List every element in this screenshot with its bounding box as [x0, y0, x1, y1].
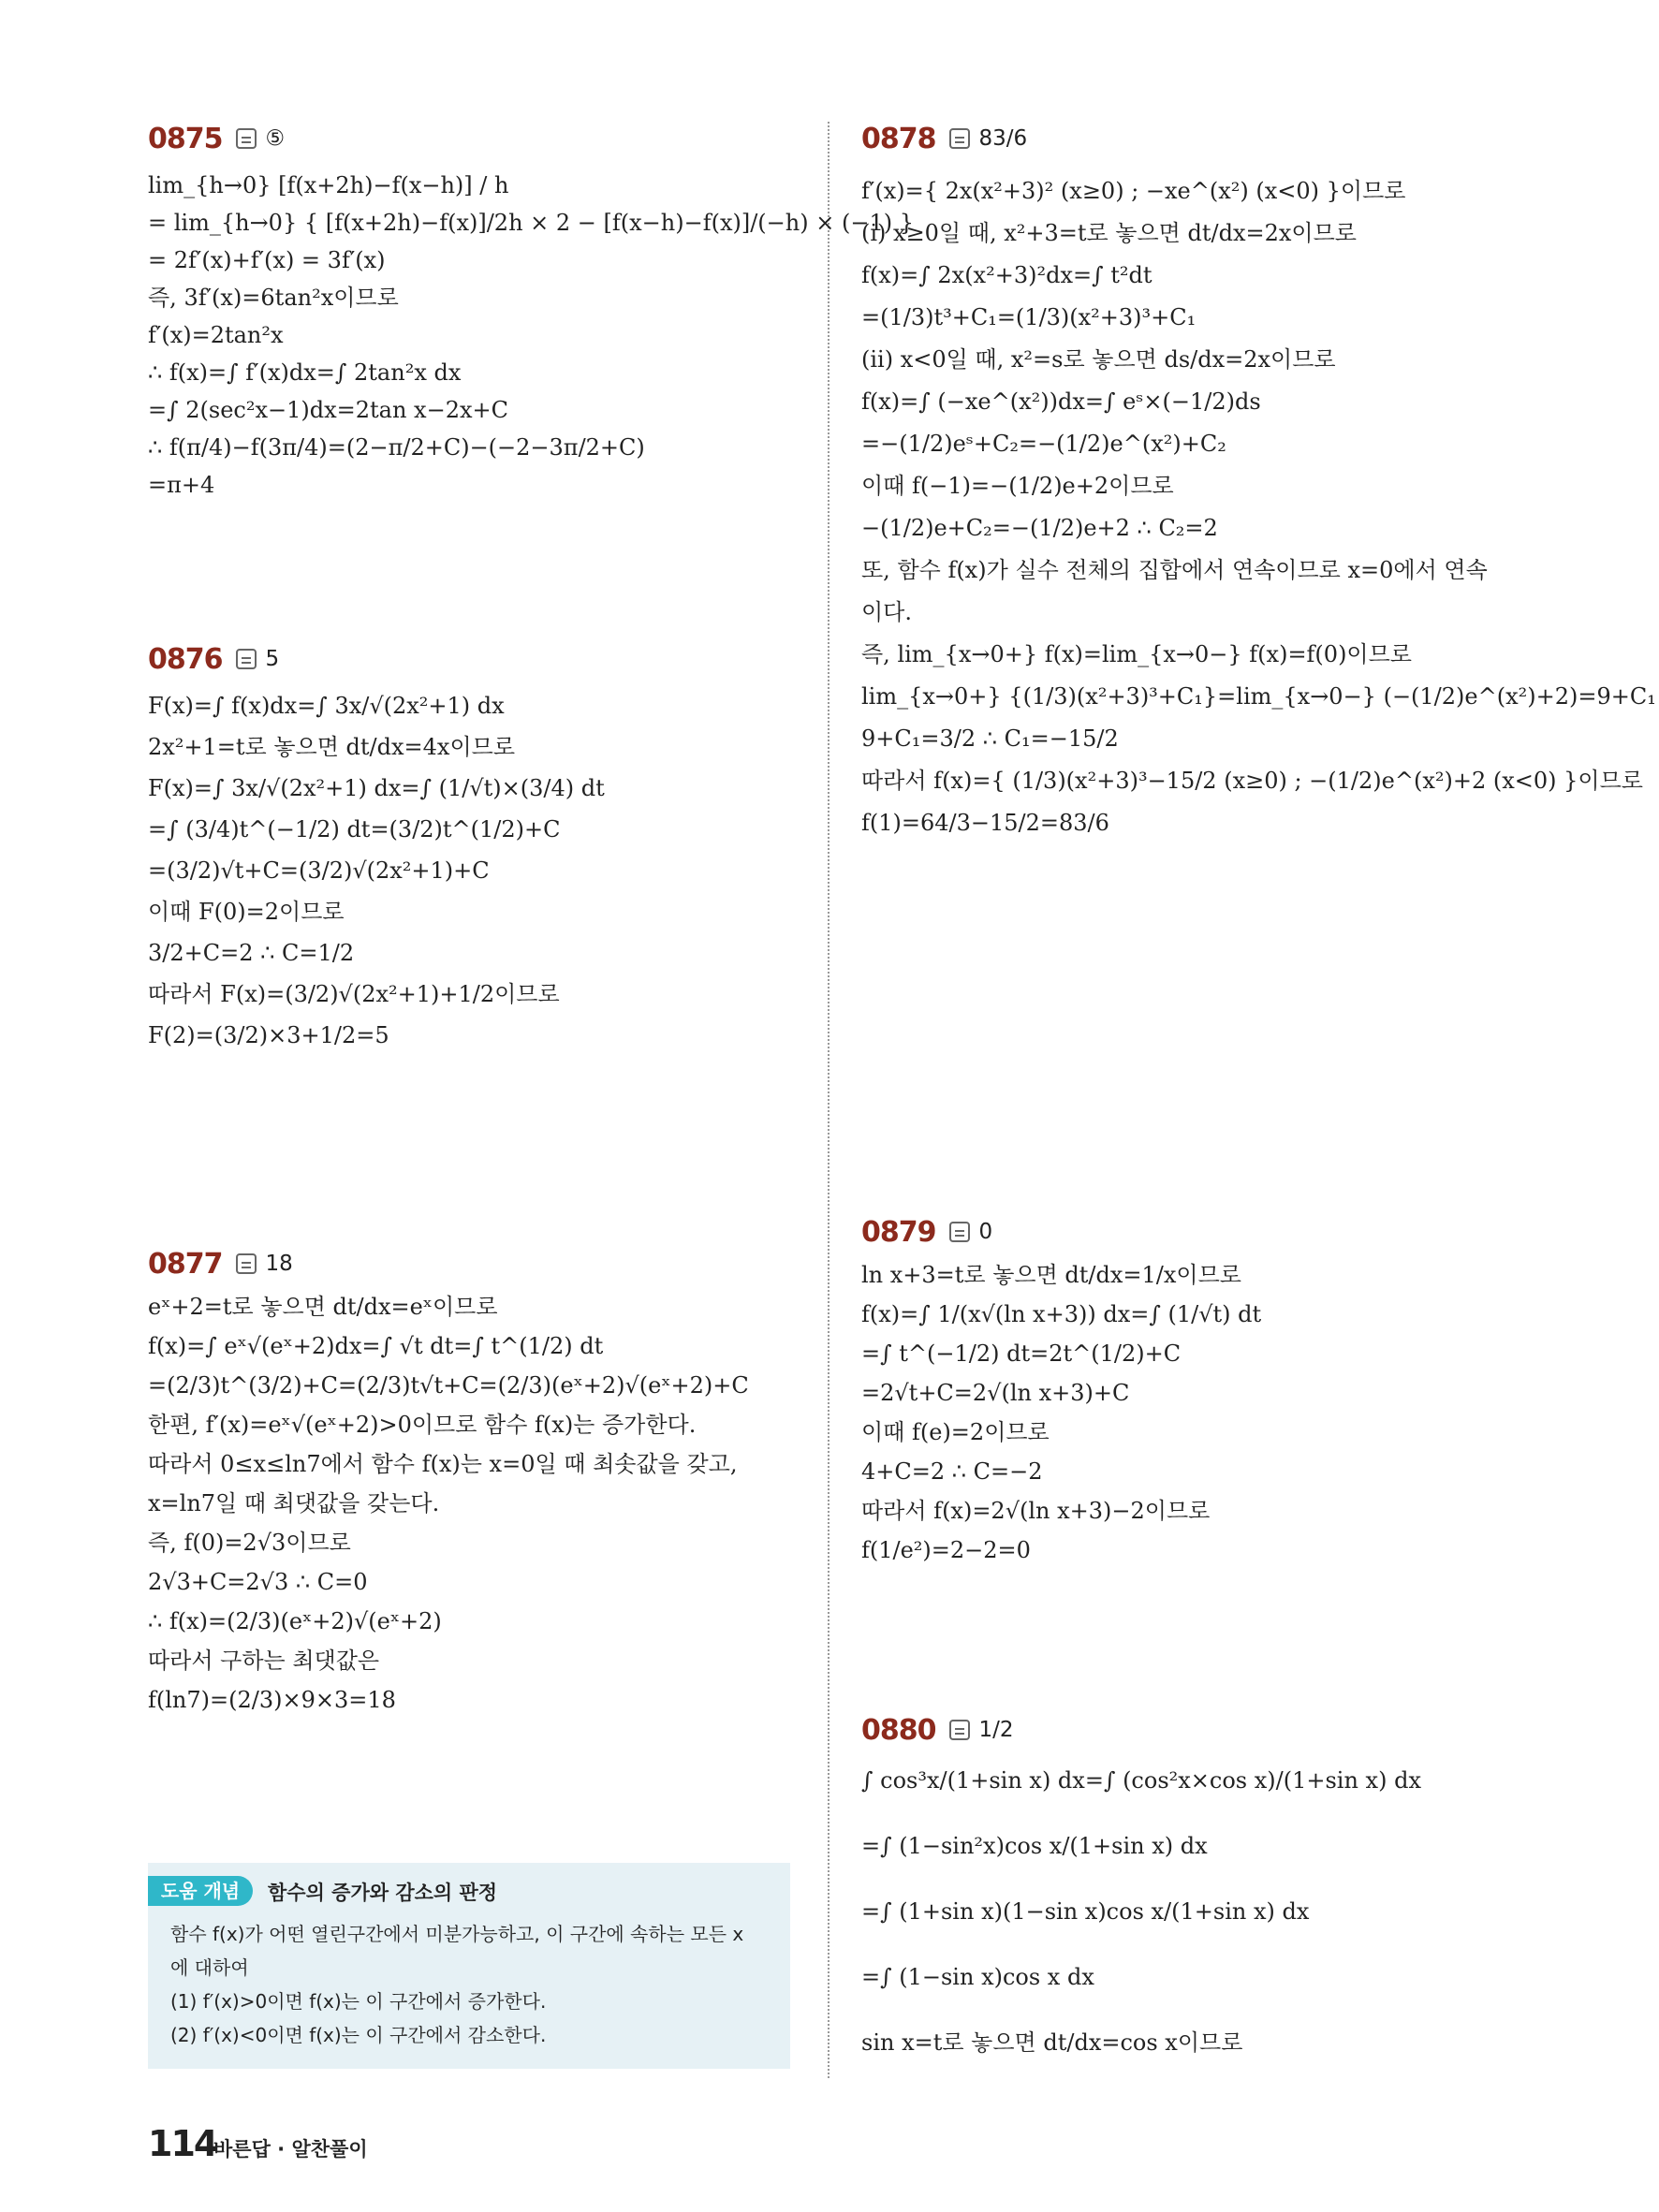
concept-tag: 도움 개념	[148, 1876, 253, 1906]
solution-line: 9+C₁=3/2 ∴ C₁=−15/2	[861, 725, 1119, 752]
solution-line: (ii) x<0일 때, x²=s로 놓으면 ds/dx=2x이므로	[861, 346, 1336, 373]
solution-line: =∫ 2(sec²x−1)dx=2tan x−2x+C	[148, 397, 508, 423]
solution-line: eˣ+2=t로 놓으면 dt/dx=eˣ이므로	[148, 1294, 498, 1320]
answer-icon	[236, 128, 257, 149]
solution-line: =2√t+C=2√(ln x+3)+C	[861, 1380, 1130, 1406]
answer: 1/2	[978, 1718, 1014, 1742]
problem-header	[148, 633, 279, 685]
problem-number: 0875	[148, 122, 223, 155]
solution-line: F(x)=∫ 3x/√(2x²+1) dx=∫ (1/√t)×(3/4) dt	[148, 775, 605, 801]
problem-number: 0876	[148, 642, 223, 676]
concept-title: 함수의 증가와 감소의 판정	[268, 1882, 498, 1904]
answer: 18	[265, 1252, 293, 1276]
solution-line: x=ln7일 때 최댓값을 갖는다.	[148, 1490, 440, 1516]
answer: 5	[265, 647, 280, 671]
problem-number: 0879	[861, 1215, 936, 1249]
problem-number: 0880	[861, 1713, 936, 1747]
problem-header	[148, 1238, 293, 1290]
answer-icon	[236, 1253, 257, 1274]
concept-line: 에 대하여	[170, 1956, 249, 1979]
problem-0877	[148, 1238, 749, 1713]
solution-line: 따라서 F(x)=(3/2)√(2x²+1)+1/2이므로	[148, 981, 560, 1007]
solution-line: =(1/3)t³+C₁=(1/3)(x²+3)³+C₁	[861, 304, 1197, 330]
solution-line: f(1)=64/3−15/2=83/6	[861, 810, 1109, 836]
solution-line: =∫ (1−sin²x)cos x/(1+sin x) dx	[861, 1833, 1208, 1859]
problem-0876	[148, 633, 605, 1048]
solution-line: =−(1/2)eˢ+C₂=−(1/2)e^(x²)+C₂	[861, 431, 1226, 457]
answer-icon	[236, 649, 257, 669]
solution-line: 또, 함수 f(x)가 실수 전체의 집합에서 연속이므로 x=0에서 연속	[861, 557, 1488, 583]
solution-line: 따라서 구하는 최댓값은	[148, 1648, 380, 1674]
solution-line: −(1/2)e+C₂=−(1/2)e+2 ∴ C₂=2	[861, 515, 1218, 541]
problem-number: 0877	[148, 1247, 223, 1281]
answer-icon	[949, 128, 970, 149]
solution-line: ∫ cos³x/(1+sin x) dx=∫ (cos²x×cos x)/(1+sin x) dx	[861, 1767, 1421, 1794]
problem-0879	[861, 1206, 1262, 1563]
solution-line: ∴ f(x)=(2/3)(eˣ+2)√(eˣ+2)	[148, 1608, 442, 1634]
solution-line: 3/2+C=2 ∴ C=1/2	[148, 940, 355, 966]
problem-header	[861, 112, 1027, 165]
solution-line: lim_{h→0} [f(x+2h)−f(x−h)] / h	[148, 172, 509, 198]
solution-line: f(1/e²)=2−2=0	[861, 1537, 1031, 1563]
solution-line: 즉, f(0)=2√3이므로	[148, 1530, 351, 1556]
solution-line: =∫ (1−sin x)cos x dx	[861, 1964, 1094, 1990]
solution-line: 즉, lim_{x→0+} f(x)=lim_{x→0−} f(x)=f(0)이므로	[861, 641, 1412, 667]
solution-line: F(x)=∫ f(x)dx=∫ 3x/√(2x²+1) dx	[148, 693, 505, 719]
solution-line: 이때 f(−1)=−(1/2)e+2이므로	[861, 473, 1174, 499]
problem-0878	[861, 112, 1656, 836]
solution-line: =∫ t^(−1/2) dt=2t^(1/2)+C	[861, 1340, 1182, 1367]
solution-line: (i) x≥0일 때, x²+3=t로 놓으면 dt/dx=2x이므로	[861, 220, 1357, 246]
solution-line: sin x=t로 놓으면 dt/dx=cos x이므로	[861, 2029, 1243, 2056]
solution-line: =(2/3)t^(3/2)+C=(2/3)t√t+C=(2/3)(eˣ+2)√(eˣ+2)+C	[148, 1372, 749, 1399]
solution-line: 따라서 0≤x≤ln7에서 함수 f(x)는 x=0일 때 최솟값을 갖고,	[148, 1451, 738, 1477]
concept-line: 함수 f(x)가 어떤 열린구간에서 미분가능하고, 이 구간에 속하는 모든 x	[170, 1923, 744, 1945]
solution-line: 한편, f′(x)=eˣ√(eˣ+2)>0이므로 함수 f(x)는 증가한다.	[148, 1412, 697, 1438]
solution-line: ∴ f(π/4)−f(3π/4)=(2−π/2+C)−(−2−3π/2+C)	[148, 434, 645, 461]
solution-line: 2√3+C=2√3 ∴ C=0	[148, 1569, 368, 1595]
page-number: 114	[148, 2123, 217, 2164]
solution-line: f′(x)={ 2x(x²+3)² (x≥0) ; −xe^(x²) (x<0) }이므로	[861, 178, 1406, 204]
solution-line: = 2f′(x)+f′(x) = 3f′(x)	[148, 247, 386, 273]
solution-line: lim_{x→0+} {(1/3)(x²+3)³+C₁}=lim_{x→0−} (−(1/2)e^(x²)+2)=9+C₁	[861, 683, 1656, 710]
solution-line: f(x)=∫ eˣ√(eˣ+2)dx=∫ √t dt=∫ t^(1/2) dt	[148, 1333, 604, 1359]
solution-line: F(2)=(3/2)×3+1/2=5	[148, 1022, 389, 1048]
footer-title: 바른답 · 알찬풀이	[213, 2138, 368, 2161]
solution-line: 따라서 f(x)={ (1/3)(x²+3)³−15/2 (x≥0) ; −(1/2)e^(x²)+2 (x<0) }이므로	[861, 768, 1643, 794]
solution-line: =(3/2)√t+C=(3/2)√(2x²+1)+C	[148, 857, 490, 884]
solution-line: =π+4	[148, 472, 215, 498]
solution-line: 이다.	[861, 599, 912, 625]
solution-line: f(x)=∫ 2x(x²+3)²dx=∫ t²dt	[861, 262, 1152, 288]
answer: ⑤	[265, 126, 286, 151]
answer: 0	[978, 1220, 993, 1244]
problem-header	[861, 1704, 1014, 1756]
solution-line: ln x+3=t로 놓으면 dt/dx=1/x이므로	[861, 1262, 1241, 1288]
solution-line: 따라서 f(x)=2√(ln x+3)−2이므로	[861, 1498, 1211, 1524]
solution-line: f(x)=∫ (−xe^(x²))dx=∫ eˢ×(−1/2)ds	[861, 388, 1261, 415]
solution-line: =∫ (3/4)t^(−1/2) dt=(3/2)t^(1/2)+C	[148, 816, 561, 842]
answer-icon	[949, 1720, 970, 1740]
solution-line: f(x)=∫ 1/(x√(ln x+3)) dx=∫ (1/√t) dt	[861, 1301, 1262, 1327]
problem-header	[148, 112, 285, 165]
solution-line: 이때 f(e)=2이므로	[861, 1419, 1050, 1445]
solution-line: =∫ (1+sin x)(1−sin x)cos x/(1+sin x) dx	[861, 1898, 1310, 1925]
solution-line: f′(x)=2tan²x	[148, 322, 284, 348]
problem-0880	[861, 1704, 1421, 2056]
problem-header	[861, 1206, 992, 1258]
concept-line: (1) f′(x)>0이면 f(x)는 이 구간에서 증가한다.	[170, 1990, 547, 2013]
column-divider	[828, 122, 830, 2078]
answer-icon	[949, 1222, 970, 1242]
solution-line: 2x²+1=t로 놓으면 dt/dx=4x이므로	[148, 734, 516, 760]
answer: 83/6	[978, 126, 1028, 151]
solution-line: 4+C=2 ∴ C=−2	[861, 1458, 1043, 1485]
solution-line: f(ln7)=(2/3)×9×3=18	[148, 1687, 396, 1713]
solution-line: 이때 F(0)=2이므로	[148, 899, 345, 925]
concept-box	[148, 1863, 790, 2069]
solution-line: 즉, 3f′(x)=6tan²x이므로	[148, 285, 399, 311]
solution-line: ∴ f(x)=∫ f′(x)dx=∫ 2tan²x dx	[148, 359, 462, 386]
solution-line: = lim_{h→0} { [f(x+2h)−f(x)]/2h × 2 − [f(x−h)−f(x)]/(−h) × (−1) }	[148, 210, 914, 236]
problem-number: 0878	[861, 122, 936, 155]
concept-line: (2) f′(x)<0이면 f(x)는 이 구간에서 감소한다.	[170, 2024, 547, 2046]
